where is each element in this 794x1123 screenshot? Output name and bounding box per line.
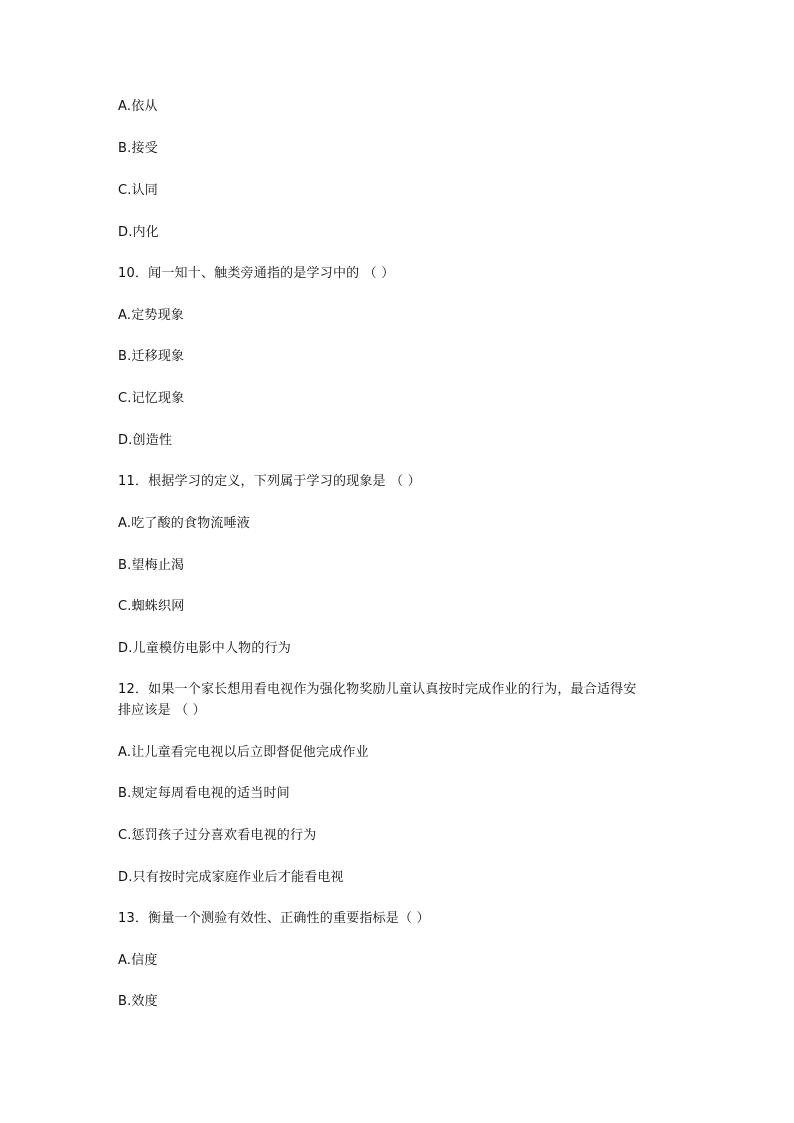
q11-option-d: D.儿童模仿电影中人物的行为 (118, 641, 291, 656)
q12-option-b: B.规定每周看电视的适当时间 (118, 786, 290, 801)
q9-option-c: C.认同 (118, 183, 159, 198)
q12-stem-line1: 12．如果一个家长想用看电视作为强化物奖励儿童认真按时完成作业的行为，最合适得安 (118, 682, 637, 697)
q12-option-d: D.只有按时完成家庭作业后才能看电视 (118, 870, 344, 885)
q12-stem-line2: 排应该是 （ ） (118, 703, 206, 718)
q11-option-c: C.蜘蛛织网 (118, 599, 185, 614)
q11-option-b: B.望梅止渴 (118, 558, 185, 573)
q10-option-d: D.创造性 (118, 433, 173, 448)
q12-option-c: C.惩罚孩子过分喜欢看电视的行为 (118, 828, 317, 843)
q9-option-a: A.依从 (118, 99, 158, 114)
q11-option-a: A.吃了酸的食物流唾液 (118, 516, 250, 531)
q13-option-b: B.效度 (118, 994, 158, 1009)
q9-option-d: D.内化 (118, 225, 159, 240)
q10-option-b: B.迁移现象 (118, 349, 185, 364)
q13-option-a: A.信度 (118, 953, 158, 968)
q10-option-a: A.定势现象 (118, 308, 184, 323)
q13-stem: 13．衡量一个测验有效性、正确性的重要指标是（ ） (118, 911, 430, 926)
q10-option-c: C.记忆现象 (118, 391, 185, 406)
q9-option-b: B.接受 (118, 141, 158, 156)
q12-option-a: A.让儿童看完电视以后立即督促他完成作业 (118, 745, 369, 760)
q10-stem: 10．闻一知十、触类旁通指的是学习中的 （ ） (118, 266, 395, 281)
q11-stem: 11．根据学习的定义，下列属于学习的现象是 （ ） (118, 474, 421, 489)
